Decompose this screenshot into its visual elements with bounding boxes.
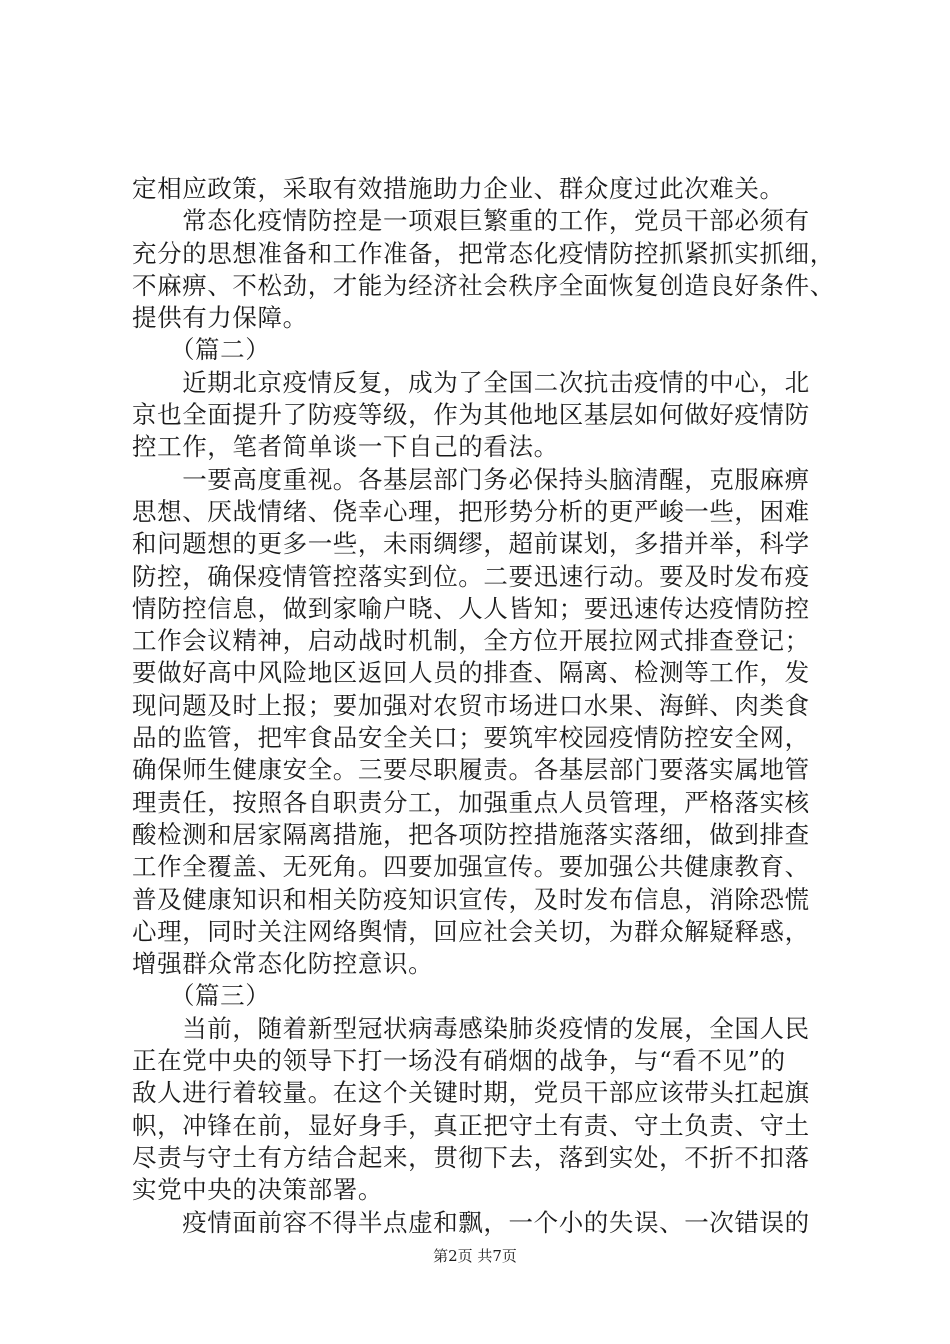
text-line: 确保师生健康安全。三要尽职履责。各基层部门要落实属地管 bbox=[132, 755, 810, 785]
text-line: 普及健康知识和相关防疫知识宣传，及时发布信息，消除恐慌 bbox=[132, 884, 810, 914]
text-line: 疫情面前容不得半点虚和飘，一个小的失误、一次错误的 bbox=[132, 1207, 810, 1237]
text-line: 思想、厌战情绪、侥幸心理，把形势分析的更严峻一些，困难 bbox=[132, 496, 810, 526]
page-number-footer: 第2页 共7页 bbox=[433, 1247, 517, 1265]
text-line: 理责任，按照各自职责分工，加强重点人员管理，严格落实核 bbox=[132, 787, 810, 817]
text-line: 现问题及时上报；要加强对农贸市场进口水果、海鲜、肉类食 bbox=[132, 690, 810, 720]
text-line: 提供有力保障。 bbox=[132, 303, 308, 333]
text-line: 实党中央的决策部署。 bbox=[132, 1175, 383, 1205]
text-line: 帜，冲锋在前，显好身手，真正把守土有责、守土负责、守土 bbox=[132, 1110, 810, 1140]
text-line: 工作会议精神，启动战时机制，全方位开展拉网式排查登记； bbox=[132, 626, 810, 656]
text-line: 防控，确保疫情管控落实到位。二要迅速行动。要及时发布疫 bbox=[132, 561, 810, 591]
text-line: 要做好高中风险地区返回人员的排查、隔离、检测等工作，发 bbox=[132, 658, 810, 688]
text-line: 工作全覆盖、无死角。四要加强宣传。要加强公共健康教育、 bbox=[132, 852, 810, 882]
section-heading: （篇二） bbox=[132, 335, 271, 365]
document-body bbox=[132, 173, 852, 1239]
text-line: 常态化疫情防控是一项艰巨繁重的工作，党员干部必须有 bbox=[132, 206, 810, 236]
text-line: 京也全面提升了防疫等级，作为其他地区基层如何做好疫情防 bbox=[132, 400, 810, 430]
text-line: 不麻痹、不松劲，才能为经济社会秩序全面恢复创造良好条件、 bbox=[132, 270, 835, 300]
text-line: 增强群众常态化防控意识。 bbox=[132, 949, 434, 979]
text-line: 心理，同时关注网络舆情，回应社会关切，为群众解疑释惑， bbox=[132, 916, 810, 946]
text-line: 充分的思想准备和工作准备，把常态化疫情防控抓紧抓实抓细， bbox=[132, 238, 835, 268]
text-line: 正在党中央的领导下打一场没有硝烟的战争，与“看不见”的 bbox=[132, 1046, 786, 1076]
text-line: 情防控信息，做到家喻户晓、人人皆知；要迅速传达疫情防控 bbox=[132, 593, 810, 623]
text-line: 品的监管，把牢食品安全关口；要筑牢校园疫情防控安全网， bbox=[132, 723, 810, 753]
text-line: 和问题想的更多一些，未雨绸缪，超前谋划，多措并举，科学 bbox=[132, 529, 810, 559]
text-line: 近期北京疫情反复，成为了全国二次抗击疫情的中心，北 bbox=[132, 367, 810, 397]
text-line: 酸检测和居家隔离措施，把各项防控措施落实落细，做到排查 bbox=[132, 819, 810, 849]
section-heading: （篇三） bbox=[132, 981, 271, 1011]
text-line: 敌人进行着较量。在这个关键时期，党员干部应该带头扛起旗 bbox=[132, 1078, 810, 1108]
text-line: 一要高度重视。各基层部门务必保持头脑清醒，克服麻痹 bbox=[132, 464, 810, 494]
text-line: 定相应政策，采取有效措施助力企业、群众度过此次难关。 bbox=[132, 174, 785, 203]
text-line: 尽责与守土有方结合起来，贯彻下去，落到实处，不折不扣落 bbox=[132, 1142, 810, 1172]
text-line: 控工作，笔者简单谈一下自己的看法。 bbox=[132, 432, 559, 462]
text-line: 当前，随着新型冠状病毒感染肺炎疫情的发展，全国人民 bbox=[132, 1013, 810, 1043]
